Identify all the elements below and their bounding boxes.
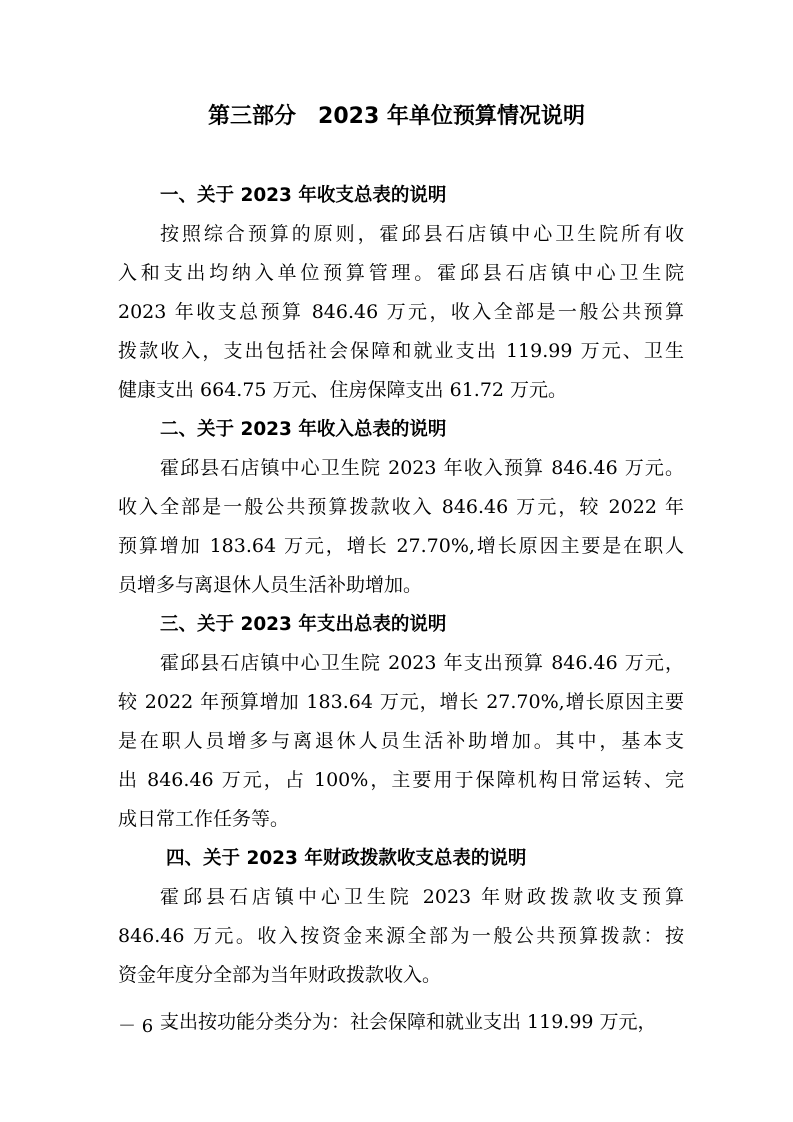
paragraph-line: 霍邱县石店镇中心卫生院 2023 年财政拨款收支预算 [160,886,684,908]
paragraph-line: 2023 年收支总预算 846.46 万元，收入全部是一般公共预算 [118,301,684,323]
section-heading-3: 三、关于 2023 年支出总表的说明 [160,614,447,635]
section-heading-4: 四、关于 2023 年财政拨款收支总表的说明 [166,848,527,869]
paragraph-line: 拨款收入，支出包括社会保障和就业支出 119.99 万元、卫生 [118,340,684,362]
paragraph-line: 霍邱县石店镇中心卫生院 2023 年收入预算 846.46 万元。 [160,457,684,479]
paragraph-line: 员增多与离退休人员生活补助增加。 [118,574,423,596]
section-heading-1: 一、关于 2023 年收支总表的说明 [160,185,447,206]
page-number: － 6 － [118,1016,177,1037]
paragraph-line: 846.46 万元。收入按资金来源全部为一般公共预算拨款：按 [118,925,684,947]
paragraph-line: 入和支出均纳入单位预算管理。霍邱县石店镇中心卫生院 [118,262,684,284]
paragraph-line: 支出按功能分类分为：社会保障和就业支出 119.99 万元， [160,1011,657,1033]
page-title: 第三部分 2023 年单位预算情况说明 [208,104,585,129]
paragraph-line: 预算增加 183.64 万元，增长 27.70%,增长原因主要是在职人 [118,535,684,557]
section-paragraph-1 [118,215,684,410]
paragraph-line: 成日常工作任务等。 [118,808,290,830]
section-heading-2: 二、关于 2023 年收入总表的说明 [160,419,447,440]
section-paragraph-3 [118,644,684,839]
paragraph-line: 出 846.46 万元，占 100%，主要用于保障机构日常运转、完 [118,769,684,791]
section-paragraph-2 [118,449,684,605]
section-paragraph-4 [118,878,684,995]
paragraph-line: 收入全部是一般公共预算拨款收入 846.46 万元，较 2022 年 [118,496,684,518]
paragraph-line: 霍邱县石店镇中心卫生院 2023 年支出预算 846.46 万元， [160,652,684,674]
paragraph-line: 是在职人员增多与离退休人员生活补助增加。其中，基本支 [118,730,684,752]
paragraph-line: 较 2022 年预算增加 183.64 万元，增长 27.70%,增长原因主要 [118,691,684,713]
paragraph-line: 资金年度分全部为当年财政拨款收入。 [118,964,442,986]
document-body [118,176,684,1042]
expenditure-paragraph [118,1003,684,1042]
paragraph-line: 健康支出 664.75 万元、住房保障支出 61.72 万元。 [118,379,568,401]
paragraph-line: 按照综合预算的原则，霍邱县石店镇中心卫生院所有收 [160,223,684,245]
